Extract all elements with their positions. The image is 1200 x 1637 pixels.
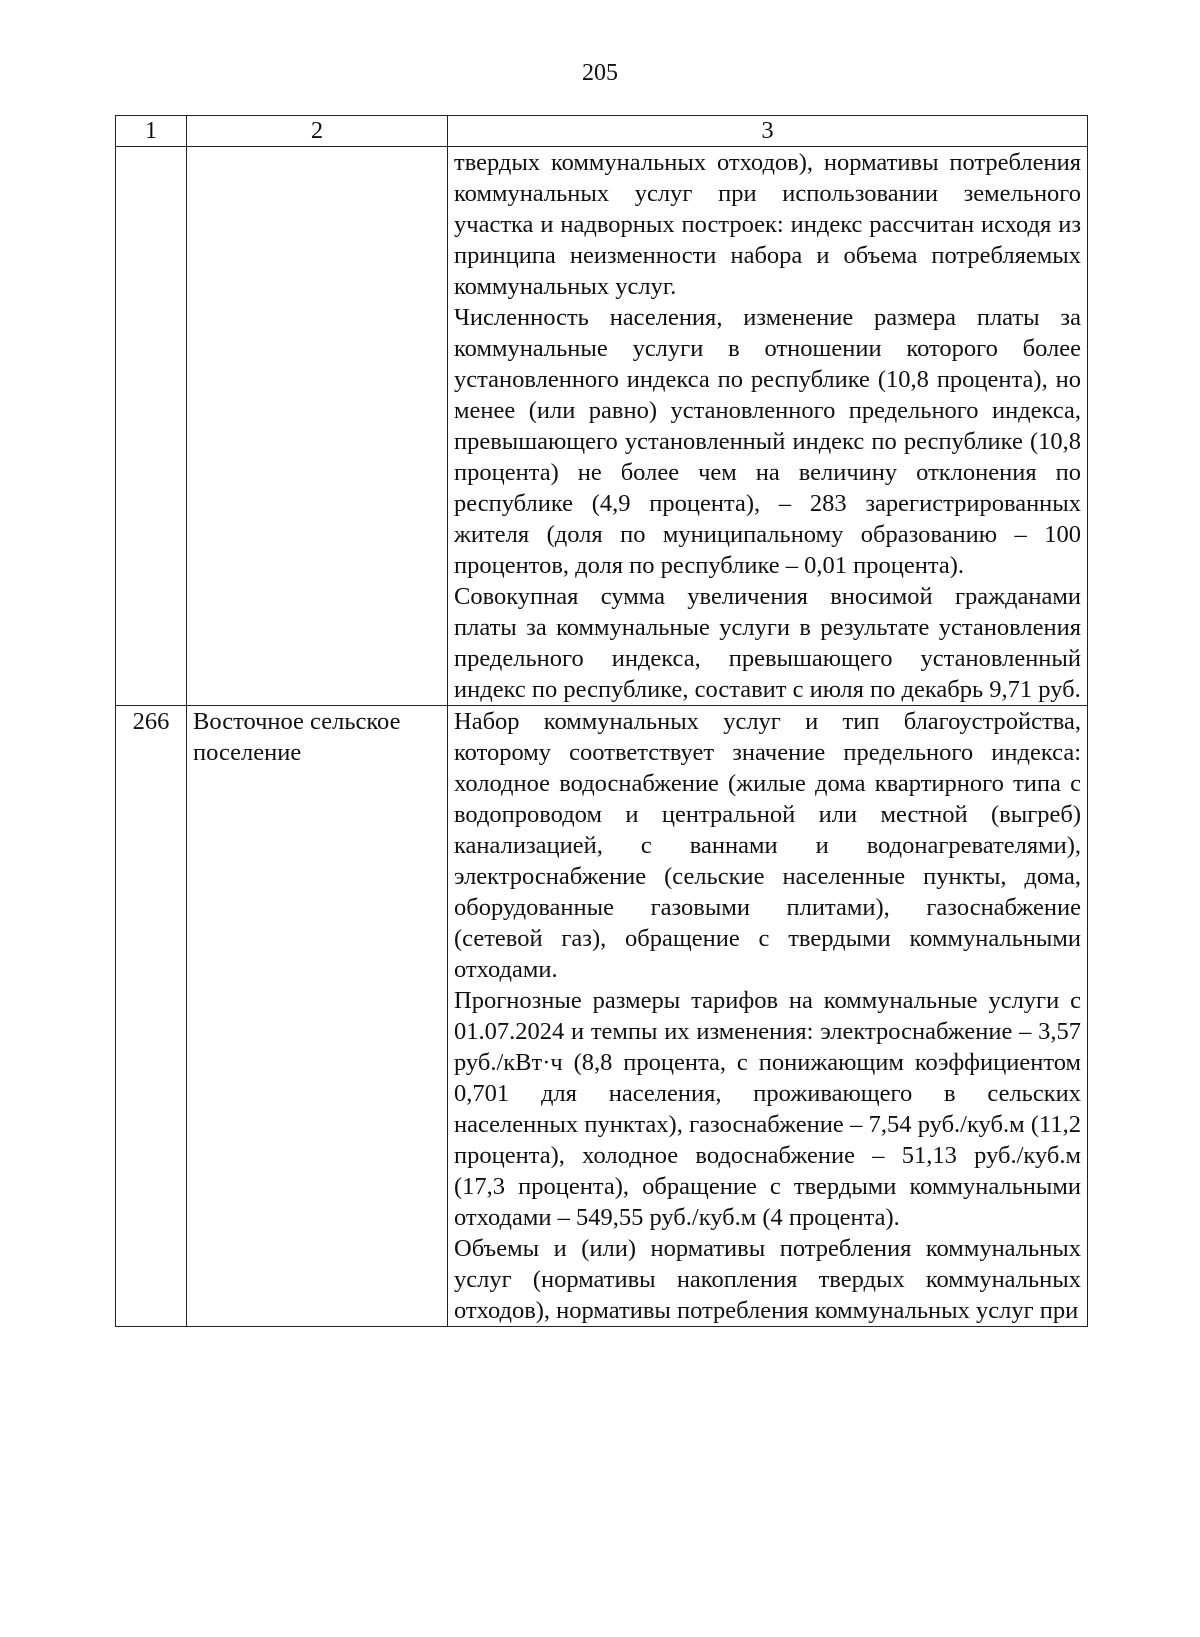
- header-cell-3: 3: [448, 116, 1088, 147]
- description-paragraph: Объемы и (или) нормативы потребления коммунальных услуг (нормативы накопления твердых коммунальных отходов), нормативы потребления коммунальных услуг при: [454, 1235, 1081, 1324]
- description-paragraph: Прогнозные размеры тарифов на коммунальные услуги с 01.07.2024 и темпы их изменения: электроснабжение – 3,57 руб./кВт·ч (8,8 процента, с понижающим коэффициентом 0,701 для населения, проживающего в сельских населенных пунктах), газоснабжение – 7,54 руб./куб.м (11,2 процента), холодное водоснабжение – 51,13 руб./куб.м (17,3 процента), обращение с твердыми коммунальными отходами – 549,55 руб./куб.м (4 процента).: [454, 987, 1081, 1231]
- description-cell: [448, 706, 1088, 1327]
- row-number-cell: [116, 147, 187, 706]
- page-number: 205: [582, 60, 618, 86]
- settlement-name-cell: Восточное сельское поселение: [187, 706, 448, 1327]
- header-cell-2: 2: [187, 116, 448, 147]
- settlement-name-cell: [187, 147, 448, 706]
- description-paragraph: твердых коммунальных отходов), нормативы потребления коммунальных услуг при использовании земельного участка и надворных построек: индекс рассчитан исходя из принципа неизменности набора и объема потребляемых коммунальных услуг.: [454, 149, 1081, 300]
- table-row: [116, 147, 1088, 706]
- header-cell-1: 1: [116, 116, 187, 147]
- description-cell: [448, 147, 1088, 706]
- description-paragraph: Численность населения, изменение размера платы за коммунальные услуги в отношении которого более установленного индекса по республике (10,8 процента), но менее (или равно) установленного предельного индекса, превышающего установленный индекс по республике (10,8 процента) не более чем на величину отклонения по республике (4,9 процента), – 283 зарегистрированных жителя (доля по муниципальному образованию – 100 процентов, доля по республике – 0,01 процента).: [454, 304, 1081, 579]
- table-header-row: [116, 116, 1088, 147]
- description-paragraph: Набор коммунальных услуг и тип благоустройства, которому соответствует значение предельного индекса: холодное водоснабжение (жилые дома квартирного типа с водопроводом и центральной или местной (выгреб) канализацией, с ваннами и водонагревателями), электроснабжение (сельские населенные пункты, дома, оборудованные газовыми плитами), газоснабжение (сетевой газ), обращение с твердыми коммунальными отходами.: [454, 708, 1081, 983]
- description-paragraph: Совокупная сумма увеличения вносимой гражданами платы за коммунальные услуги в результате установления предельного индекса, превышающего установленный индекс по республике, составит с июля по декабрь 9,71 руб.: [454, 583, 1081, 703]
- table-row: [116, 706, 1088, 1327]
- data-table: [115, 115, 1088, 1327]
- row-number-cell: 266: [116, 706, 187, 1327]
